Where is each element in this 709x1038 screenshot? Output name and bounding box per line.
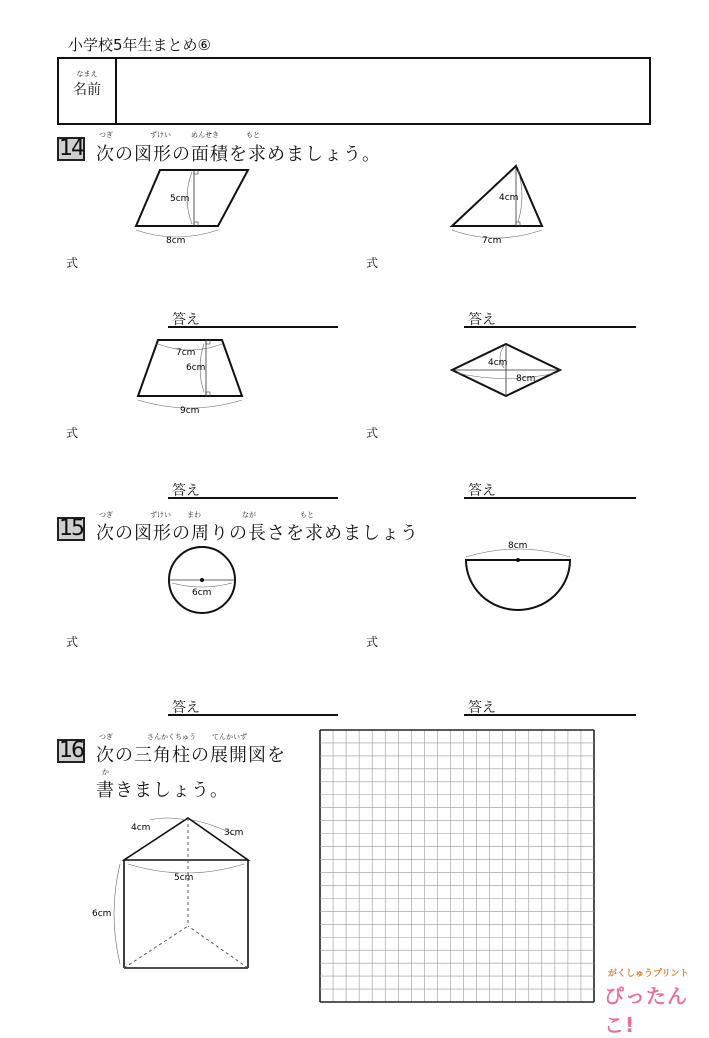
prism-height-label: 6cm bbox=[92, 909, 112, 919]
shiki-label-6: 式 bbox=[366, 635, 379, 649]
parallelogram-height-label: 5cm bbox=[170, 194, 190, 204]
answer-label-5: 答え bbox=[172, 700, 200, 716]
triangle-height-label: 4cm bbox=[499, 193, 519, 203]
answer-line-1[interactable] bbox=[168, 326, 338, 328]
circle-diameter-label: 6cm bbox=[192, 588, 212, 598]
rhombus-figure bbox=[448, 340, 566, 402]
answer-label-4: 答え bbox=[468, 483, 496, 499]
answer-label-6: 答え bbox=[468, 700, 496, 716]
shiki-label-1: 式 bbox=[66, 256, 79, 270]
prism-edge-c-label: 5cm bbox=[174, 873, 194, 883]
trapezoid-bottom-label: 9cm bbox=[180, 406, 200, 416]
ruby-naga: なが bbox=[242, 511, 256, 519]
question-text-16-line1: 次の三角柱の展開図を bbox=[96, 745, 286, 766]
semicircle-figure bbox=[460, 535, 576, 615]
parallelogram-figure bbox=[130, 164, 260, 250]
answer-line-4[interactable] bbox=[464, 497, 636, 499]
drawing-grid[interactable] bbox=[318, 728, 596, 1004]
ruby-zukei-15: ずけい bbox=[150, 511, 171, 519]
circle-figure bbox=[164, 545, 242, 615]
question-number-14: 14 bbox=[59, 136, 83, 161]
ruby-menseki: めんせき bbox=[191, 131, 219, 139]
question-text-16-line2: 書きましょう。 bbox=[96, 780, 229, 801]
triangle-figure bbox=[446, 162, 550, 248]
question-number-16: 16 bbox=[59, 738, 83, 763]
answer-line-6[interactable] bbox=[464, 714, 636, 716]
ruby-mawa: まわ bbox=[187, 511, 201, 519]
ruby-zukei: ずけい bbox=[150, 131, 171, 139]
name-ruby: なまえ bbox=[76, 70, 98, 78]
question-text-15: 次の図形の周りの長さを求めましょう bbox=[96, 523, 419, 544]
question-text-14: 次の図形の面積を求めましょう。 bbox=[96, 144, 381, 165]
triangular-prism-figure bbox=[88, 812, 260, 974]
triangle-base-label: 7cm bbox=[482, 236, 502, 246]
rhombus-short-diag-label: 4cm bbox=[488, 358, 508, 368]
question-number-15: 15 bbox=[59, 516, 83, 541]
logo-subtitle: がくしゅうプリント bbox=[608, 969, 689, 979]
prism-edge-b-label: 3cm bbox=[224, 828, 244, 838]
ruby-tsugi-16: つぎ bbox=[99, 733, 113, 741]
trapezoid-top-label: 7cm bbox=[176, 348, 196, 358]
answer-line-5[interactable] bbox=[168, 714, 338, 716]
ruby-tenkaizu: てんかいず bbox=[212, 733, 247, 741]
ruby-tsugi-15: つぎ bbox=[99, 511, 113, 519]
ruby-sankakuchu: さんかくちゅう bbox=[147, 733, 196, 741]
answer-label-1: 答え bbox=[172, 312, 200, 328]
worksheet-title: 小学校5年生まとめ⑥ bbox=[68, 36, 211, 54]
answer-line-2[interactable] bbox=[464, 326, 636, 328]
shiki-label-5: 式 bbox=[66, 635, 79, 649]
logo-title: ぴったんこ! bbox=[604, 984, 688, 1037]
trapezoid-figure bbox=[134, 336, 248, 418]
shiki-label-2: 式 bbox=[366, 256, 379, 270]
answer-label-2: 答え bbox=[468, 312, 496, 328]
answer-label-3: 答え bbox=[172, 483, 200, 499]
trapezoid-height-label: 6cm bbox=[186, 363, 206, 373]
name-label-cell bbox=[59, 59, 117, 123]
ruby-ka: か bbox=[102, 768, 109, 776]
answer-line-3[interactable] bbox=[168, 497, 338, 499]
semicircle-diameter-label: 8cm bbox=[508, 541, 528, 551]
prism-edge-a-label: 4cm bbox=[131, 823, 151, 833]
name-box bbox=[57, 57, 651, 125]
ruby-moto-15: もと bbox=[300, 511, 314, 519]
shiki-label-3: 式 bbox=[66, 426, 79, 440]
ruby-moto: もと bbox=[246, 131, 260, 139]
name-label: 名前 bbox=[73, 82, 101, 98]
shiki-label-4: 式 bbox=[366, 426, 379, 440]
rhombus-long-diag-label: 8cm bbox=[516, 374, 536, 384]
parallelogram-base-label: 8cm bbox=[166, 236, 186, 246]
ruby-tsugi: つぎ bbox=[99, 131, 113, 139]
